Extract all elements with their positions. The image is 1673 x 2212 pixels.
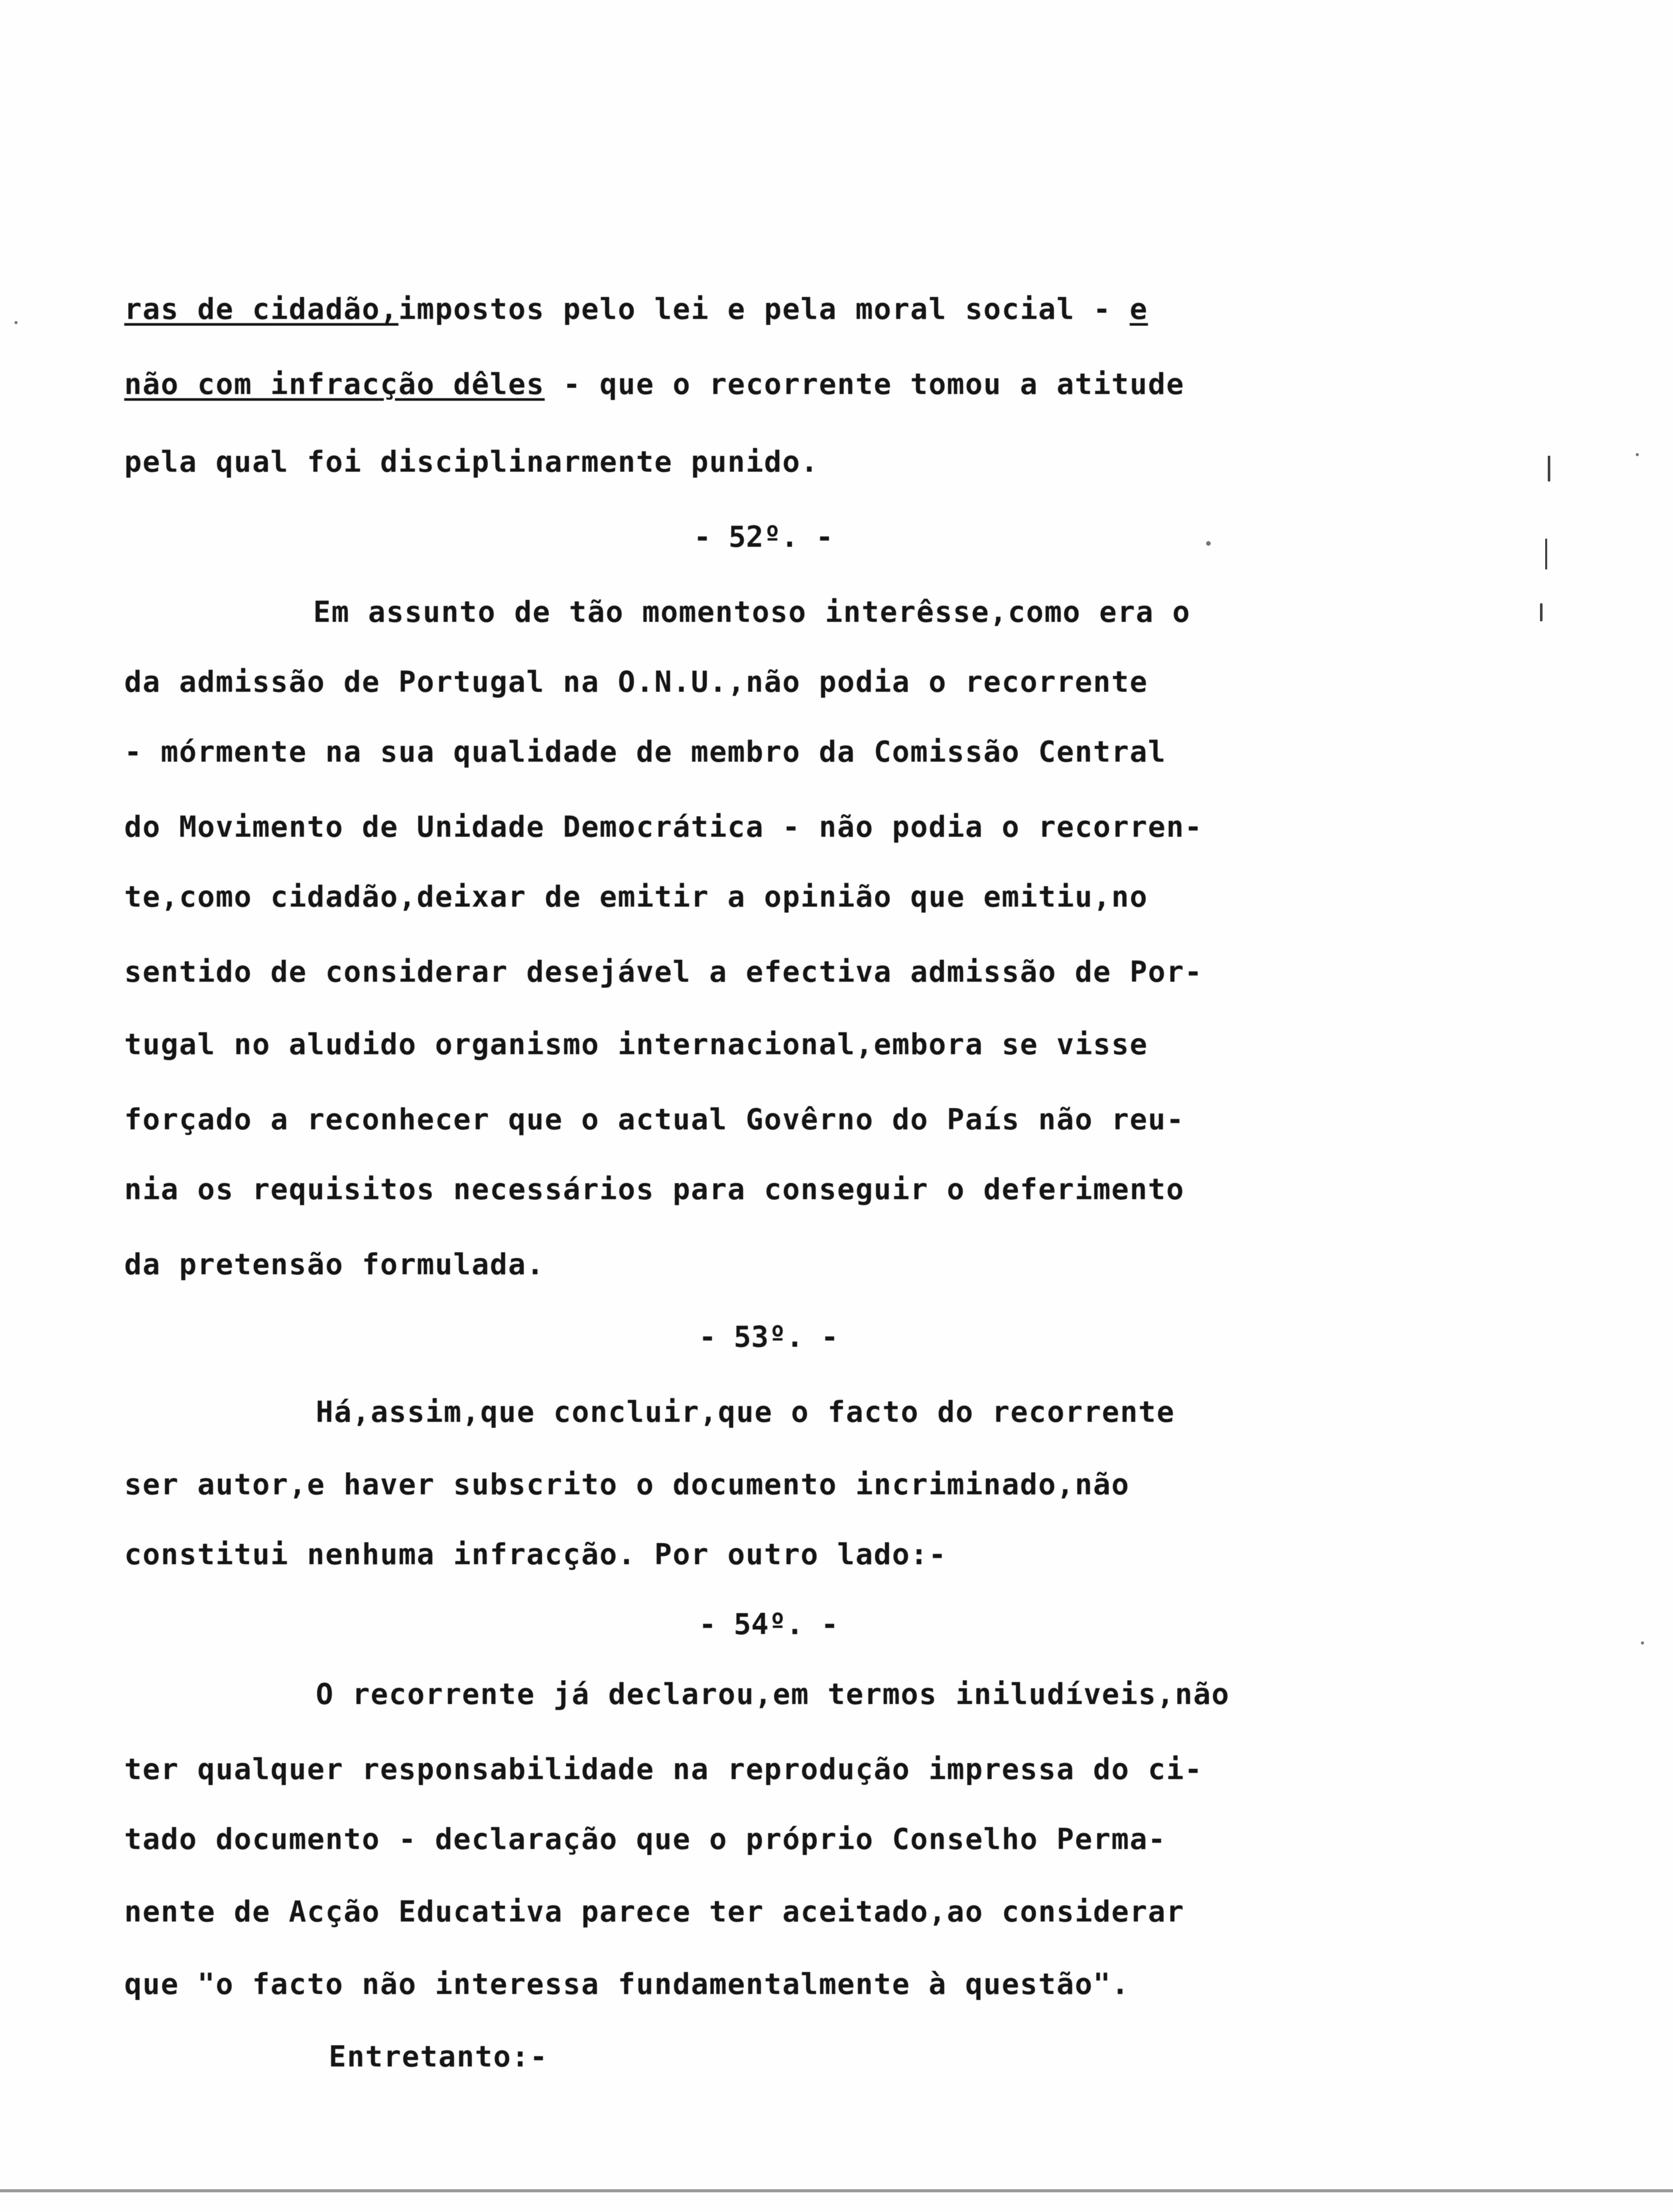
text-line-12: forçado a reconhecer que o actual Govêrno do País não reu-	[124, 1103, 1185, 1137]
section-heading-52: - 52º. -	[694, 520, 833, 554]
underlined-phrase-1: ras de cidadão,	[124, 293, 399, 326]
text-line-17: ser autor,e haver subscrito o documento incriminado,não	[124, 1468, 1130, 1502]
underlined-phrase-3: não com infracção dêles	[124, 368, 545, 401]
margin-mark	[1548, 456, 1550, 482]
text-line-8: do Movimento de Unidade Democrática - não podia o recorren-	[124, 810, 1203, 844]
text-line-11: tugal no aludido organismo internacional,embora se visse	[124, 1028, 1148, 1061]
text-line-16: Há,assim,que concluir,que o facto do recorrente	[316, 1395, 1175, 1429]
text-line-18: constitui nenhuma infracção. Por outro lado:-	[124, 1538, 947, 1571]
text-line-14: da pretensão formulada.	[124, 1248, 545, 1282]
scan-speck	[1641, 1641, 1644, 1645]
text-line-22: tado documento - declaração que o próprio Conselho Perma-	[124, 1823, 1166, 1856]
scan-speck	[14, 321, 18, 324]
scan-speck	[1206, 541, 1211, 546]
margin-mark	[1545, 539, 1547, 570]
text-line-6: da admissão de Portugal na O.N.U.,não podia o recorrente	[124, 665, 1148, 699]
underlined-phrase-2: e	[1129, 293, 1148, 326]
text-line-21: ter qualquer responsabilidade na reprodução impressa do ci-	[124, 1753, 1203, 1786]
text-line-1-middle: impostos pelo lei e pela moral social -	[398, 293, 1130, 326]
text-line-24: que "o facto não interessa fundamentalmente à questão".	[124, 1968, 1130, 2001]
margin-mark	[1540, 603, 1543, 621]
text-line-2	[124, 370, 1184, 399]
section-heading-53: - 53º. -	[699, 1320, 839, 1354]
text-line-25: Entretanto:-	[329, 2040, 548, 2074]
scan-speck	[1636, 453, 1639, 456]
text-line-10: sentido de considerar desejável a efectiva admissão de Por-	[124, 955, 1203, 989]
text-line-7: - mórmente na sua qualidade de membro da Comissão Central	[124, 735, 1166, 769]
text-line-13: nia os requisitos necessários para conseguir o deferimento	[124, 1173, 1185, 1206]
text-line-5: Em assunto de tão momentoso interêsse,como era o	[313, 595, 1191, 629]
text-line-20: O recorrente já declarou,em termos iniludíveis,não	[316, 1678, 1230, 1711]
text-line-9: te,como cidadão,deixar de emitir a opinião que emitiu,no	[124, 880, 1148, 914]
text-line-2-rest: - que o recorrente tomou a atitude	[545, 368, 1185, 401]
page-bottom-edge	[0, 2189, 1673, 2192]
text-line-1	[124, 295, 1148, 324]
text-line-3: pela qual foi disciplinarmente punido.	[124, 445, 819, 479]
section-heading-54: - 54º. -	[699, 1608, 839, 1641]
text-line-23: nente de Acção Educativa parece ter aceitado,ao considerar	[124, 1895, 1185, 1929]
